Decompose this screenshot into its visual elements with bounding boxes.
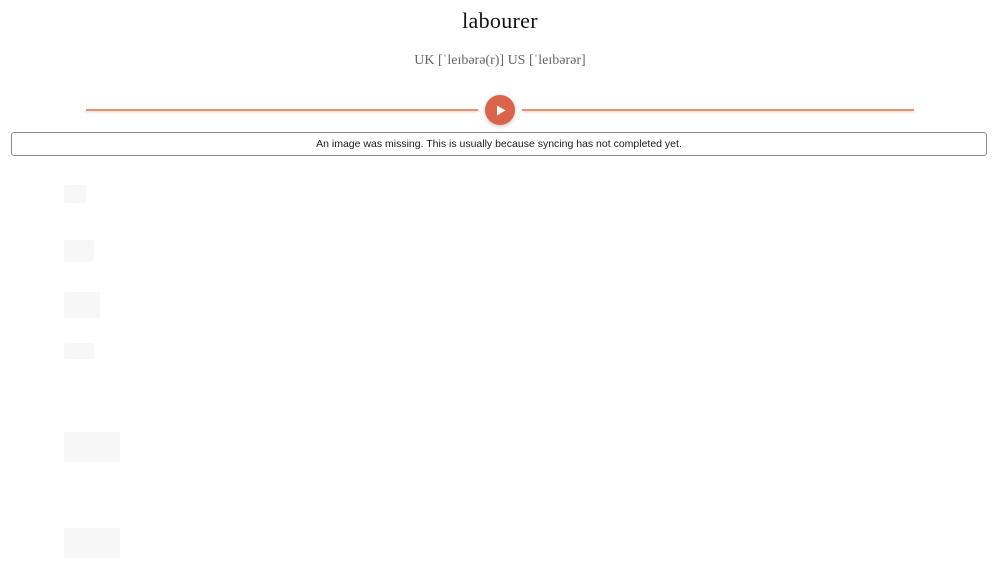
play-icon [496, 105, 506, 116]
pronunciation-text: UK [ˈleɪbərə(r)] US [ˈleɪbərər] [414, 53, 586, 68]
faded-background-block [64, 343, 94, 359]
faded-background-block [64, 185, 86, 203]
faded-background-block [64, 528, 120, 558]
audio-player [86, 95, 914, 125]
faded-background-block [64, 240, 94, 262]
card-word: labourer [462, 8, 538, 33]
play-button[interactable] [485, 95, 515, 125]
audio-track-left[interactable] [86, 109, 478, 111]
missing-image-notice: An image was missing. This is usually because syncing has not completed yet. [11, 132, 987, 156]
faded-background-block [64, 432, 120, 462]
faded-background-block [64, 292, 100, 318]
audio-track-right[interactable] [522, 109, 914, 111]
